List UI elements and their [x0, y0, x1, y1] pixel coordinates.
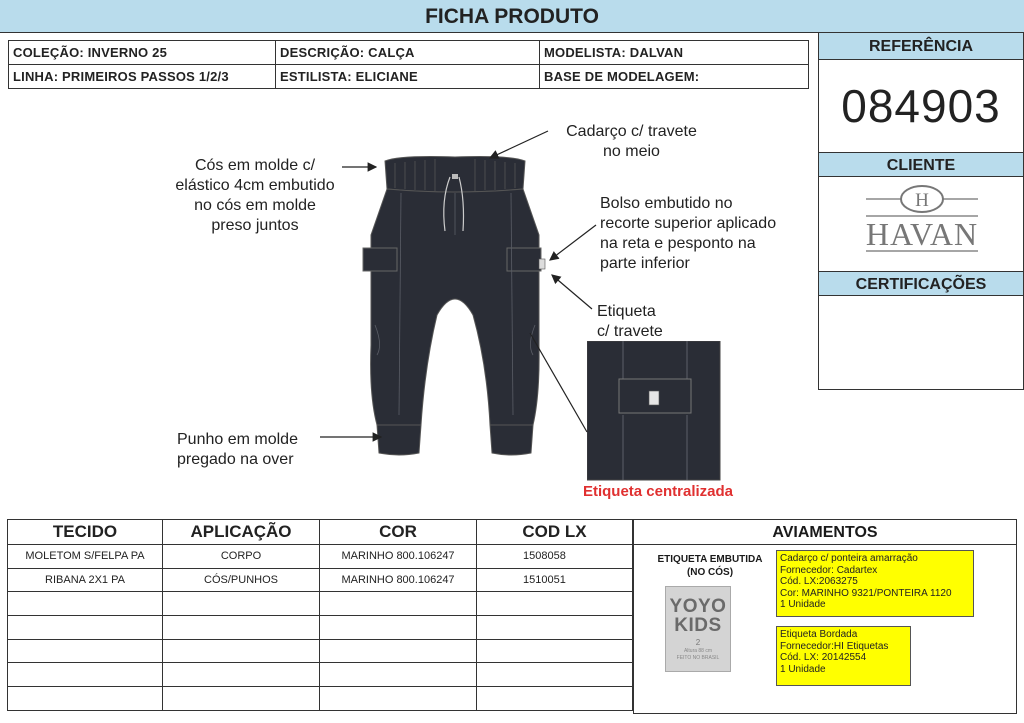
cod-lx-cell: 1510051: [477, 568, 633, 592]
table-row: [8, 545, 633, 569]
note-etiqueta: Etiqueta c/ travete: [597, 303, 663, 340]
cor-cell: MARINHO 800.106247: [320, 545, 477, 569]
table-row: [8, 663, 633, 687]
header-tecido: TECIDO: [8, 520, 163, 545]
linha-cell: LINHA: PRIMEIROS PASSOS 1/2/3: [9, 65, 276, 89]
aplicacao-cell: CÓS/PUNHOS: [163, 568, 320, 592]
base-modelagem-cell: BASE DE MODELAGEM:: [540, 65, 809, 89]
tecido-cell: RIBANA 2X1 PA: [8, 568, 163, 592]
tecido-cell: MOLETOM S/FELPA PA: [8, 545, 163, 569]
estilista-cell: ESTILISTA: ELICIANE: [276, 65, 540, 89]
descricao-cell: DESCRIÇÃO: CALÇA: [276, 41, 540, 65]
cod-lx-cell: 1508058: [477, 545, 633, 569]
yoyo-kids-tag: YOYO KIDS 2 Altura 88 cm FEITO NO BRASIL: [665, 586, 731, 672]
table-row: [8, 687, 633, 711]
tecido-cell: [8, 616, 163, 640]
note-cos: Cós em molde c/ elástico 4cm embutido no cós em molde preso juntos: [175, 157, 335, 234]
table-row: [8, 568, 633, 592]
cor-cell: [320, 687, 477, 711]
logo-letter: H: [915, 190, 929, 211]
cor-cell: [320, 616, 477, 640]
tecido-cell: [8, 687, 163, 711]
aviamento-etiqueta-note: Etiqueta Bordada Fornecedor:HI Etiquetas Cód. LX: 20142554 1 Unidade: [776, 626, 911, 686]
cor-cell: MARINHO 800.106247: [320, 568, 477, 592]
table-row: [8, 616, 633, 640]
aplicacao-cell: [163, 663, 320, 687]
header-aplicacao: APLICAÇÃO: [163, 520, 320, 545]
logo-text: HAVAN: [865, 216, 979, 252]
modelista-cell: MODELISTA: DALVAN: [540, 41, 809, 65]
cor-cell: [320, 639, 477, 663]
fabrics-table: [7, 519, 633, 711]
note-punho: Punho em molde pregado na over: [177, 431, 298, 468]
referencia-value: 084903: [841, 80, 1001, 132]
aviamentos-box: [633, 519, 1017, 714]
aplicacao-cell: [163, 687, 320, 711]
tecido-cell: [8, 592, 163, 616]
cor-cell: [320, 592, 477, 616]
aplicacao-cell: CORPO: [163, 545, 320, 569]
cliente-label: CLIENTE: [819, 152, 1023, 177]
cor-cell: [320, 663, 477, 687]
cod-lx-cell: [477, 616, 633, 640]
bolso-arrow: [550, 225, 596, 260]
cod-lx-cell: [477, 663, 633, 687]
detail-link-line: [530, 333, 587, 432]
tecido-cell: [8, 663, 163, 687]
referencia-label: REFERÊNCIA: [819, 33, 1023, 60]
aplicacao-cell: [163, 639, 320, 663]
page-title: FICHA PRODUTO: [0, 0, 1024, 33]
header-cod-lx: COD LX: [477, 520, 633, 545]
etiqueta-arrow: [552, 275, 592, 309]
colecao-cell: COLEÇÃO: INVERNO 25: [9, 41, 276, 65]
aplicacao-cell: [163, 592, 320, 616]
certificacoes-label: CERTIFICAÇÕES: [819, 271, 1023, 296]
cod-lx-cell: [477, 592, 633, 616]
tecido-cell: [8, 639, 163, 663]
aplicacao-cell: [163, 616, 320, 640]
header-cor: COR: [320, 520, 477, 545]
note-etiqueta-centralizada: Etiqueta centralizada: [582, 483, 734, 500]
aviamentos-title: AVIAMENTOS: [634, 520, 1016, 545]
note-cadarco: Cadarço c/ travete no meio: [566, 123, 697, 160]
table-row: [8, 592, 633, 616]
cod-lx-cell: [477, 687, 633, 711]
note-bolso: Bolso embutido no recorte superior aplicado na reta e pesponto na parte inferior: [600, 195, 777, 272]
aviamento-cadarco-note: Cadarço c/ ponteira amarração Fornecedor: Cadartex Cód. LX:2063275 Cor: MARINHO 9321/PONTEIRA 1120 1 Unidade: [776, 550, 974, 617]
etiqueta-embutida-label: ETIQUETA EMBUTIDA (NO CÓS): [657, 554, 763, 578]
cod-lx-cell: [477, 639, 633, 663]
table-row: [8, 639, 633, 663]
